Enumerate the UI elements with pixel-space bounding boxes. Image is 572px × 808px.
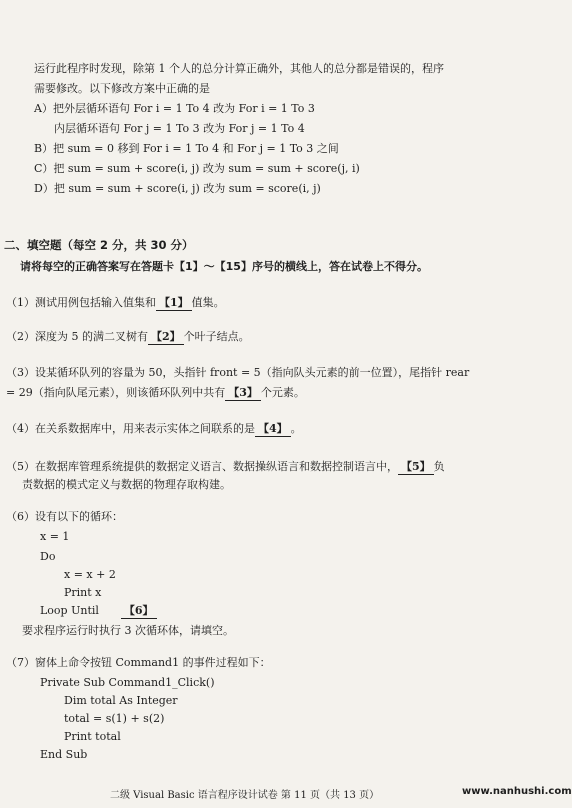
code-line: Dim total As Integer bbox=[64, 694, 178, 707]
question-2 bbox=[6, 330, 250, 345]
question-text: （2）深度为 5 的满二叉树有 bbox=[6, 330, 148, 343]
question-7-intro: （7）窗体上命令按钮 Command1 的事件过程如下： bbox=[6, 656, 271, 669]
section-instruction: 请将每空的正确答案写在答题卡【1】～【15】序号的横线上，答在试卷上不得分。 bbox=[20, 260, 428, 273]
code-line: End Sub bbox=[40, 748, 88, 761]
question-6-note: 要求程序运行时执行 3 次循环体，请填空。 bbox=[22, 624, 234, 637]
section-title: 二、填空题（每空 2 分，共 30 分） bbox=[4, 238, 194, 252]
option-a-line-2: 内层循环语句 For j = 1 To 3 改为 For j = 1 To 4 bbox=[54, 122, 305, 135]
code-line: total = s(1) + s(2) bbox=[64, 712, 165, 725]
question-4 bbox=[6, 422, 302, 437]
answer-blank: 【3】 bbox=[225, 386, 261, 401]
option-d: D）把 sum = sum + score(i, j) 改为 sum = score(i, j) bbox=[34, 182, 321, 195]
code-line-loop-until bbox=[40, 604, 157, 619]
answer-blank: 【4】 bbox=[255, 422, 291, 437]
footer-url: www.nanhushi.com bbox=[462, 786, 572, 797]
code-line: Private Sub Command1_Click() bbox=[40, 676, 215, 689]
answer-blank: 【1】 bbox=[156, 296, 192, 311]
code-line: x = 1 bbox=[40, 530, 70, 543]
option-c: C）把 sum = sum + score(i, j) 改为 sum = sum + score(j, i) bbox=[34, 162, 360, 175]
code-text: Loop Until bbox=[40, 604, 99, 617]
answer-blank: 【5】 bbox=[398, 460, 434, 475]
code-line: Do bbox=[40, 550, 56, 563]
question-text: 。 bbox=[290, 422, 302, 435]
question-text: （4）在关系数据库中，用来表示实体之间联系的是 bbox=[6, 422, 255, 435]
code-line: x = x + 2 bbox=[64, 568, 116, 581]
question-text: （5）在数据库管理系统提供的数据定义语言、数据操纵语言和数据控制语言中， bbox=[6, 460, 398, 473]
question-text-line: 需要修改。以下修改方案中正确的是 bbox=[34, 82, 210, 95]
code-line: Print total bbox=[64, 730, 121, 743]
footer-page-info: 二级 Visual Basic 语言程序设计试卷 第 11 页（共 13 页） bbox=[110, 790, 380, 801]
question-text: 个叶子结点。 bbox=[183, 330, 250, 343]
question-5-line-1 bbox=[6, 460, 445, 475]
question-text: （1）测试用例包括输入值集和 bbox=[6, 296, 156, 309]
question-text-line: 运行此程序时发现，除第 1 个人的总分计算正确外，其他人的总分都是错误的，程序 bbox=[34, 62, 444, 75]
option-a-line-1: A）把外层循环语句 For i = 1 To 4 改为 For i = 1 To 3 bbox=[34, 102, 315, 115]
answer-blank: 【2】 bbox=[148, 330, 184, 345]
question-3-line-2 bbox=[6, 386, 305, 401]
question-5-line-2: 责数据的模式定义与数据的物理存取构建。 bbox=[22, 478, 231, 491]
code-line: Print x bbox=[64, 586, 102, 599]
question-text: 个元素。 bbox=[260, 386, 305, 399]
question-6-intro: （6）设有以下的循环： bbox=[6, 510, 123, 523]
question-text: 负 bbox=[433, 460, 445, 473]
question-text: 值集。 bbox=[191, 296, 225, 309]
answer-blank: 【6】 bbox=[121, 604, 157, 619]
option-b: B）把 sum = 0 移到 For i = 1 To 4 和 For j = 1 To 3 之间 bbox=[34, 142, 339, 155]
question-text: = 29（指向队尾元素），则该循环队列中共有 bbox=[6, 386, 226, 399]
question-1 bbox=[6, 296, 225, 311]
question-3-line-1: （3）设某循环队列的容量为 50，头指针 front = 5（指向队头元素的前一位置），尾指针 rear bbox=[6, 366, 470, 379]
